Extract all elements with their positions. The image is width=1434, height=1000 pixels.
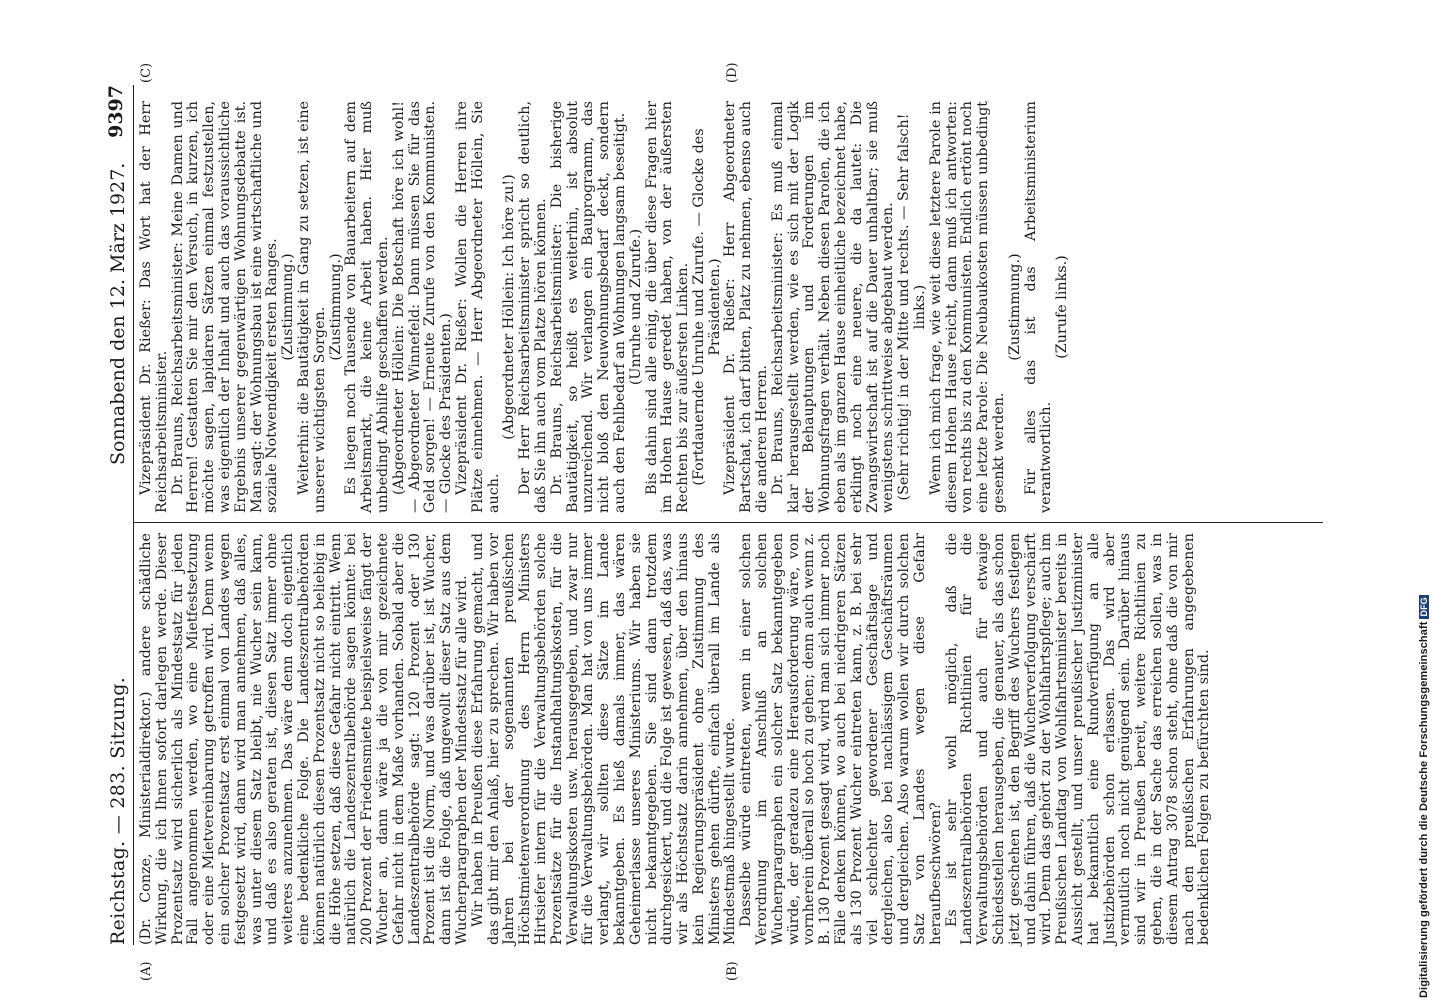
- margin-letter-a: (A): [139, 961, 154, 981]
- interjection: (Sehr richtig! in der Mitte und rechts. — Sehr falsch! links.): [896, 113, 929, 501]
- header-date: Sonnabend den 12. März 1927.: [107, 162, 129, 465]
- credit-text: Digitalisierung gefördert durch die Deutsche Forschungsgemeinschaft: [1418, 621, 1430, 998]
- interjection: (Zurufe links.): [1054, 255, 1071, 359]
- paragraph: (Abgeordneter Höllein: Die Botschaft höre ich wohl! — Abgeordneter Winnefeld: Dann müssen Sie für das Geld sorgen! — Erneute Zurufe von den Kommunisten. — Glocke des Präsidenten.): [390, 101, 455, 513]
- header-left: Reichstag. — 283. Sitzung.: [107, 676, 129, 945]
- dfg-logo: DFG: [1419, 597, 1429, 617]
- paragraph: Es ist sehr wohl möglich, daß die Landeszentralbehörden Richtlinien für die Verwaltungsbehörden und auch für etwaige Schiedsstellen herausgeben, die genauer, als das schon jetzt geschehen ist, den Begriff des Wuchers festlegen und dahin führen, daß die Wucherverfolgung verschärft wird. Denn das gehört zu der Wohlfahrtspflege; auch im Preußischen Landtag von Wohlfahrtsminister bereits in Aussicht gestellt, und unser preußischer Justizminister hat bekanntlich eine Rundverfügung an alle Justizbehörden schon erlassen. Das wird aber vermutlich noch nicht genügend sein. Darüber hinaus sind wir in Preußen bereit, weitere Richtlinien zu geben, die in der Sache das erreichen sollen, was in diesem Antrag 3078 schon steht, ohne daß die von mir nach den preußischen Erfahrungen angegebenen bedenklichen Folgen zu befürchten sind.: [943, 533, 1213, 945]
- paragraph: Es liegen noch Tausende von Bauarbeitern auf dem Arbeitsmarkt, die keine Arbeit haben. Hier muß unbedingt Abhilfe geschaffen werden.: [343, 101, 391, 513]
- interjection: (Abgeordneter Höllein: Ich höre zu!): [501, 174, 518, 440]
- paragraph: Weiterhin: die Bautätigkeit in Gang zu setzen, ist eine unserer wichtigsten Sorgen.: [295, 101, 328, 513]
- margin-letter-b: (B): [725, 961, 740, 981]
- paragraph: Dr. Brauns, Reichsarbeitsminister: Meine Damen und Herren! Gestatten Sie mir den Versuch, in kurzen, ich möchte sagen, lapidaren Sätzen einmal festzustellen, was eigentlich der Inhalt und auch das voraussichtliche Ergebnis unserer gegenwärtigen Wohnungsdebatte ist. Man sagt: der Wohnungsbau ist eine wirtschaftliche und soziale Notwendigkeit ersten Ranges.: [169, 101, 281, 513]
- rotated-page-content: [105, 62, 1325, 981]
- paragraph: Dasselbe würde eintreten, wenn in einer solchen Verordnung im Anschluß an solchen Wucherparagraphen ein solcher Satz bekanntgegeben würde, der geradezu eine Herausforderung wäre, von vornherein überall so hoch zu gehen; denn auch wenn z. B. 130 Prozent gesagt wird, wird man sich immer noch Fälle denken können, wo auch bei niedrigeren Sätzen als 130 Prozent Wucher eintreten kann, z. B. bei sehr viel schlechter gewordener Geschäftslage und dergleichen, also bei nachlässigem Geschäftsräumen und dergleichen. Also warum wollen wir durch solchen Satz von Landes wegen diese Gefahr heraufbeschwören?: [738, 533, 944, 945]
- running-header: [105, 85, 131, 945]
- page-number: 9397: [105, 85, 127, 138]
- paragraph: Vizepräsident Dr. Rießer: Wollen die Herren ihre Plätze einnehmen. — Herr Abgeordneter Höllein, Sie auch.: [453, 101, 502, 513]
- paragraph: Vizepräsident Dr. Rießer: Das Wort hat der Herr Reichsarbeitsminister.: [138, 101, 170, 513]
- interjection: (Fortdauernde Unruhe und Zurufe. — Glocke des Präsidenten.): [690, 128, 723, 486]
- interjection: (Unruhe und Zurufe.): [627, 228, 644, 386]
- right-column: [139, 101, 1071, 513]
- header-rule: [133, 85, 134, 945]
- paragraph: Der Herr Reichsarbeitsminister spricht so deutlich, daß Sie ihn auch vom Platze hören können.: [517, 101, 549, 513]
- paragraph: (Dr. Conze, Ministerialdirektor.) andere schädliche Wirkung, die ich Ihnen sofort darlegen werde. Dieser Prozentsatz wird sicherlich als Mindestsatz für jeden Fall angenommen werden, wo eine Mietfestsetzung oder eine Mietvereinbarung getroffen wird. Denn wenn ein solcher Prozentsatz erst einmal von Landes wegen festgesetzt wird, dann wird man annehmen, daß alles, was unter diesem Satz bleibt, nie Wucher sein kann, und daß es also geraten ist, diesen Satz immer ohne weiteres anzunehmen. Das wäre denn doch eigentlich eine bedenkliche Folge. Die Landeszentralbehörden können natürlich diesen Prozentsatz nicht so beliebig in die Höhe setzen, daß diese Gefahr nicht eintritt. Wenn natürlich die Landeszentralbehörde sagen könnte: bei 200 Prozent der Friedensmiete beispielsweise fängt der Wucher an, dann wäre ja die von mir gezeichnete Gefahr nicht in dem Maße vorhanden. Sobald aber die Landeszentralbehörde sagt: 120 Prozent oder 130 Prozent ist die Norm, und was darüber ist, ist Wucher, dann ist die Folge, daß ungewollt dieser Satz aus dem Wucherparagraphen der Mindestsatz für alle wird.: [138, 533, 470, 945]
- credit-line: [1418, 8, 1430, 998]
- left-column: [139, 533, 1213, 945]
- paragraph: Bis dahin sind alle einig, die über diese Fragen hier im Hohen Hause geredet haben, von der äußersten Rechten bis zur äußersten Linken.: [643, 101, 692, 513]
- paragraph: Dr. Brauns, Reichsarbeitsminister: Es muß einmal klar herausgestellt werden, wie es sich mit der Logik der Behauptungen und Forderungen im Wohnungsfragen verhält. Neben diesen Parolen, die ich eben als im ganzen Hause einheitliche bezeichnet habe, erklingt noch eine neuere, die da lautet: Die Zwangswirtschaft ist auf die Dauer unhaltbar; sie muß wenigstens schrittweise abgebaut werden.: [769, 101, 897, 513]
- margin-letter-d: (D): [725, 62, 740, 83]
- paragraph: Vizepräsident Dr. Rießer: Herr Abgeordneter Bartschat, ich darf bitten, Platz zu nehmen, ebenso auch die anderen Herren.: [722, 101, 771, 513]
- interjection: (Zustimmung.): [1006, 253, 1023, 361]
- sidebar-credit: [1418, 8, 1434, 998]
- column-rule: [133, 522, 1323, 523]
- paragraph: Wenn ich mich frage, wie weit diese letztere Parole in diesem Hohen Hause reicht, dann muß ich antworten: von rechts bis zu den Kommunisten. Endlich ertönt noch eine letzte Parole: Die Neubaukosten müssen unbedingt gesenkt werden.: [927, 101, 1008, 513]
- paragraph: Wir haben in Preußen diese Erfahrung gemacht, und das gibt mir den Anlaß, hier zu sprechen. Wir haben vor Jahren bei der sogenannten preußischen Höchstmietenverordnung des Herrn Ministers Hirtsiefer intern für die Verwaltungsbehörden solche Prozentsätze für die Instandhaltungskosten, für die Verwaltungskosten usw. herausgegeben, und zwar nur für die Verwaltungsbehörden. Man hat von uns immer verlangt, wir sollten diese Sätze im Lande bekanntgeben. Es hieß damals immer, das wären Geheimerlasse unseres Ministeriums. Wir haben sie nicht bekanntgegeben. Sie sind dann trotzdem durchgesickert, und die Folge ist gewesen, daß das, was wir als Höchstsatz darin annehmen, über den hinaus kein Regierungspräsident ohne Zustimmung des Ministers gehen dürfte, einfach überall im Lande als Mindestmaß hingestellt wurde.: [469, 533, 739, 945]
- interjection: (Zustimmung.): [280, 253, 297, 361]
- paragraph: Für alles das ist das Arbeitsministerium verantwortlich.: [1022, 101, 1055, 513]
- interjection: (Zustimmung.): [327, 253, 344, 361]
- paragraph: Dr. Brauns, Reichsarbeitsminister: Die bisherige Bautätigkeit, so heißt es weiterhin, ist absolut unzureichend. Wir verlangen ein Bauprogramm, das nicht bloß den Neuwohnungsbedarf deckt, sondern auch den Fehlbedarf an Wohnungen langsam beseitigt.: [548, 101, 628, 513]
- margin-letter-c: (C): [139, 62, 154, 83]
